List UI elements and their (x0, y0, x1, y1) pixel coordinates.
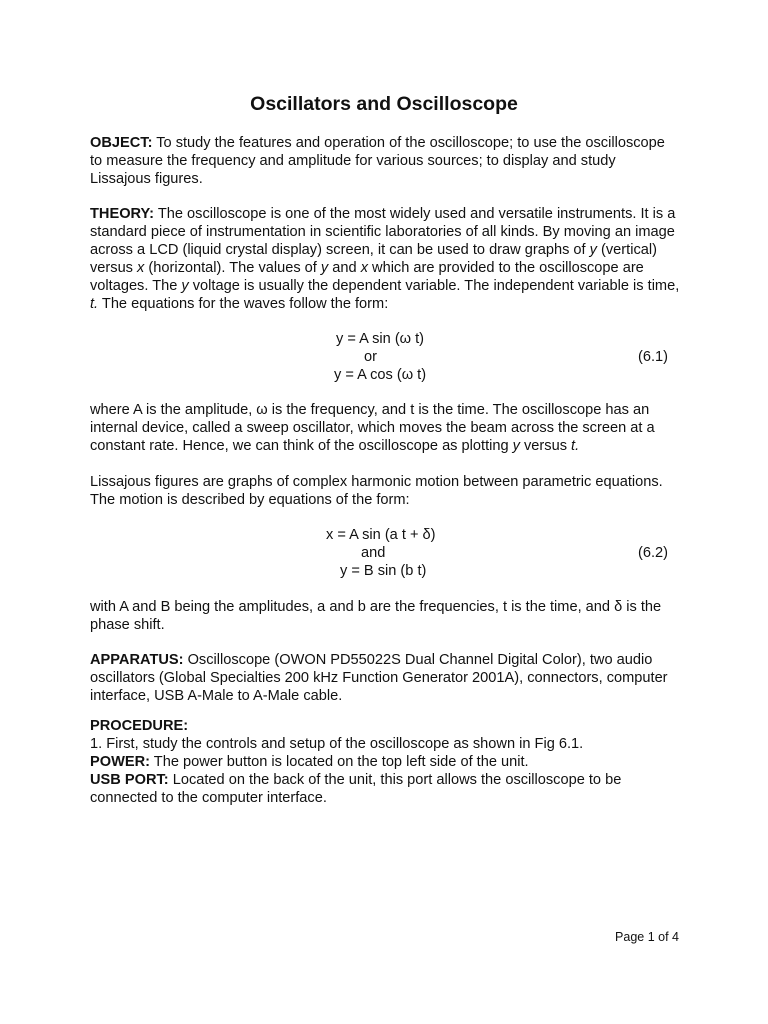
object-paragraph (90, 134, 680, 188)
procedure-section (90, 717, 680, 807)
variable-y: y (320, 260, 329, 276)
usb-port-text: Located on the back of the unit, this port allows the oscilloscope to be connected to the computer interface. (90, 772, 622, 806)
object-label: OBJECT: (90, 135, 153, 151)
theory-text: (horizontal). The values of (144, 260, 321, 276)
equation-line: y = B sin (b t) (340, 563, 427, 579)
lissajous-paragraph: Lissajous figures are graphs of complex harmonic motion between parametric equations. The motion is described by equations of the form: (90, 474, 663, 508)
power-text: The power button is located on the top left side of the unit. (150, 754, 529, 770)
theory-text: (vertical) versus (90, 242, 657, 276)
page-number: Page 1 of 4 (615, 930, 679, 944)
equation-line: y = A sin (ω t) (336, 331, 425, 347)
variable-t: t. (571, 438, 580, 454)
procedure-label: PROCEDURE: (90, 718, 189, 734)
equation-line: y = A cos (ω t) (334, 367, 427, 383)
procedure-heading (90, 717, 680, 735)
power-label: POWER: (90, 754, 150, 770)
where-text: versus (519, 438, 572, 454)
variable-y: y (181, 278, 189, 294)
equation-number: (6.1) (637, 349, 668, 365)
theory-text: which are provided to the oscilloscope are voltages. The (90, 260, 644, 294)
apparatus-text: Oscilloscope (OWON PD55022S Dual Channel Digital Color), two audio oscillators (Global Specialties 200 kHz Function Generator 2001A), connectors, computer interface, USB A-Male to A-Male cable. (90, 652, 668, 704)
procedure-usb-port (90, 771, 680, 807)
variable-x: x (360, 260, 368, 276)
where-paragraph (90, 401, 680, 455)
usb-port-label: USB PORT: (90, 772, 169, 788)
page-title: Oscillators and Oscilloscope (250, 93, 518, 115)
equation-connector: and (361, 545, 386, 561)
theory-text: and (328, 260, 361, 276)
equation-number: (6.2) (637, 545, 668, 561)
variable-y: y (512, 438, 520, 454)
procedure-step-1: 1. First, study the controls and setup of the oscilloscope as shown in Fig 6.1. (90, 736, 584, 752)
apparatus-paragraph (90, 651, 680, 705)
object-text: To study the features and operation of the oscilloscope; to use the oscilloscope to measure the frequency and amplitude for various sources; to display and study Lissajous figures. (90, 135, 665, 187)
theory-text: voltage is usually the dependent variable. The independent variable is time, (188, 278, 680, 294)
variable-x: x (137, 260, 145, 276)
equation-connector: or (364, 349, 377, 365)
where-text: where A is the amplitude, ω is the frequency, and t is the time. The oscilloscope has an internal device, called a sweep oscillator, which moves the beam across the screen at a constant rate. Hence, we can think of the oscilloscope as plotting (90, 402, 655, 454)
variable-t: t. (90, 296, 99, 312)
variable-y: y (589, 242, 597, 258)
theory-text: The equations for the waves follow the form: (98, 296, 389, 312)
procedure-power (90, 753, 680, 771)
theory-label: THEORY: (90, 206, 155, 222)
apparatus-label: APPARATUS: (90, 652, 184, 668)
equation-line: x = A sin (a t + δ) (326, 527, 436, 543)
theory-paragraph (90, 205, 680, 313)
theory-text: The oscilloscope is one of the most widely used and versatile instruments. It is a standard piece of instrumentation in scientific laboratories of all kinds. By moving an image across a LCD (liquid crystal display) screen, it can be used to draw graphs of (90, 206, 676, 258)
with-paragraph: with A and B being the amplitudes, a and b are the frequencies, t is the time, and δ is the phase shift. (90, 599, 662, 633)
